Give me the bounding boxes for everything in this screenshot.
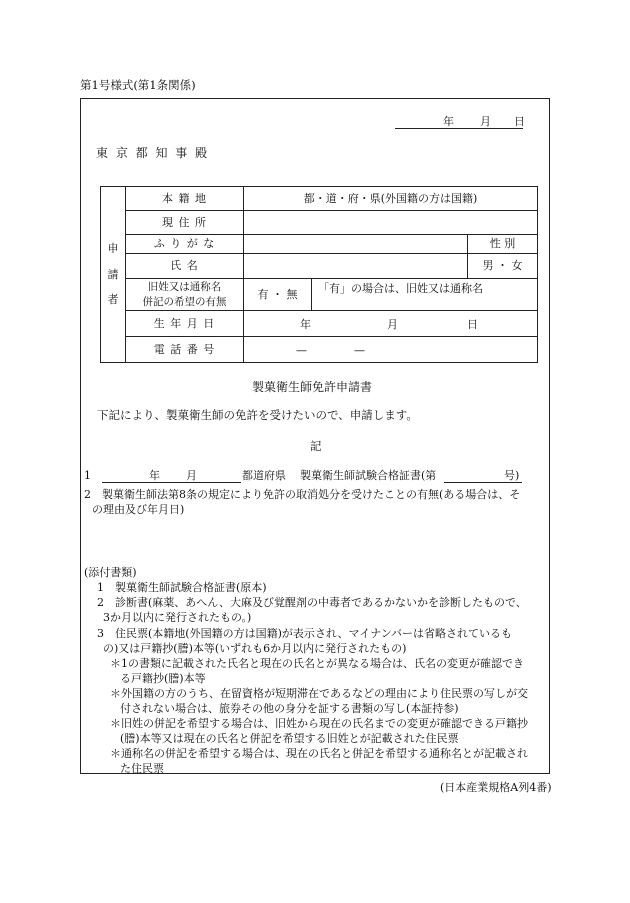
item1-number-underline	[444, 482, 522, 483]
form-number-label: 第1号様式(第1条関係)	[80, 78, 196, 92]
footer-standard: (日本産業規格A列4番)	[440, 781, 552, 794]
attachment-note: ＊外国籍の方のうち、在留資格が短期滞在であるなどの理由により住民票の写しが交	[110, 687, 528, 700]
attachment-note: ＊1の書類に記載された氏名と現在の氏名とが異なる場合は、氏名の変更が確認でき	[110, 657, 524, 670]
date-day: 日	[514, 115, 525, 128]
attachment-note: (謄)本等又は現在の氏名と併記を希望する旧姓とが記載された住民票	[120, 732, 459, 745]
birth-label: 生 年 月 日	[126, 311, 244, 337]
date-month: 月	[480, 115, 491, 128]
sex-choice[interactable]: 男 ・ 女	[468, 254, 538, 279]
attachment-line: 1 製菓衛生師試験合格証書(原本)	[97, 581, 267, 594]
phone-label: 電 話 番 号	[126, 337, 244, 363]
item1-date-underline	[102, 482, 241, 483]
attachment-note: ＊通称名の併記を希望する場合は、現在の氏名と併記を希望する通称名とが記載され	[110, 747, 528, 760]
date-year: 年	[443, 115, 454, 128]
furigana-field[interactable]	[244, 235, 468, 254]
ki-label: 記	[310, 439, 322, 453]
attachment-note: た住民票	[120, 762, 164, 775]
attachment-note: ＊旧姓の併記を希望する場合は、旧姓から現在の氏名までの変更が確認できる戸籍抄	[110, 717, 528, 730]
honseki-field[interactable]: 都・道・府・県(外国籍の方は国籍)	[244, 187, 538, 211]
attachment-note: る戸籍抄(謄)本等	[120, 672, 206, 685]
phone-field[interactable]: — —	[244, 337, 538, 363]
attachment-line: 3か月以内に発行されたもの。)	[103, 611, 252, 624]
kyusei-label: 旧姓又は通称名 併記の希望の有無	[126, 279, 244, 311]
kyusei-choice[interactable]: 有 ・ 無	[244, 279, 312, 311]
attachment-line: 2 診断書(麻薬、あへん、大麻及び覚醒剤の中毒者であるかないかを診断したもので、	[97, 596, 527, 609]
kyusei-note[interactable]: 「有」の場合は、旧姓又は通称名	[312, 279, 538, 311]
address-field[interactable]	[244, 211, 538, 235]
item-2-line1: 2 製菓衛生師法第8条の規定により免許の取消処分を受けたことの有無(ある場合は、そ	[84, 488, 521, 501]
attachment-line: 3 住民票(本籍地(外国籍の方は国籍)が表示され、マイナンバーは省略されているも	[97, 627, 512, 640]
applicant-table	[100, 186, 538, 363]
honseki-label: 本 籍 地	[126, 187, 244, 211]
attachments-heading: (添付書類)	[84, 566, 137, 579]
furigana-label: ふ り が な	[126, 235, 244, 254]
document-title: 製菓衛生師免許申請書	[252, 380, 373, 394]
addressee: 東 京 都 知 事 殿	[96, 146, 210, 160]
birth-field[interactable]: 年 月 日	[244, 311, 538, 337]
applicant-label: 申 請 者	[101, 187, 126, 363]
address-label: 現 住 所	[126, 211, 244, 235]
name-field[interactable]	[244, 254, 468, 279]
intro-text: 下記により、製菓衛生師の免許を受けたいので、申請します。	[97, 408, 418, 422]
sex-label: 性 別	[468, 235, 538, 254]
attachment-line: の)又は戸籍抄(謄)本等(いずれも6か月以内に発行されたもの)	[103, 642, 407, 655]
attachment-note: 付されない場合は、旅券その他の身分を証する書類の写し(本証持参)	[120, 702, 459, 715]
item-2-line2: の理由及び年月日)	[92, 503, 185, 516]
date-underline	[395, 128, 523, 129]
name-label: 氏 名	[126, 254, 244, 279]
